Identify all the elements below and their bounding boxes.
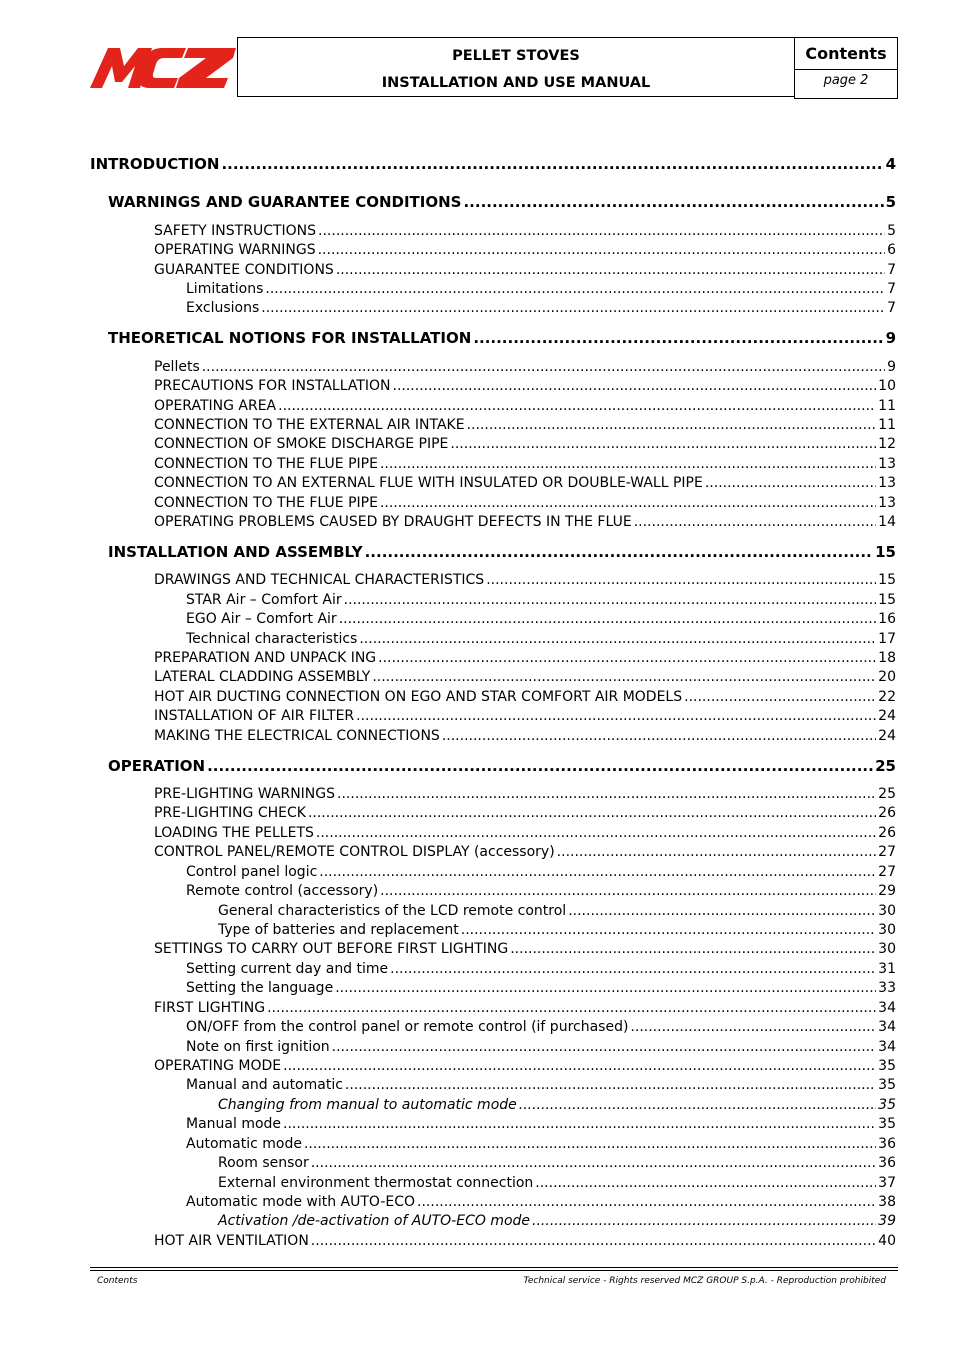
toc-entry-page: 24 [878, 728, 896, 744]
toc-entry[interactable] [154, 242, 896, 258]
toc-entry-page: 5 [885, 193, 896, 211]
toc-entry-label: SETTINGS TO CARRY OUT BEFORE FIRST LIGHTING [154, 941, 509, 957]
toc-entry[interactable] [154, 689, 896, 705]
toc-entry-label: CONNECTION OF SMOKE DISCHARGE PIPE [154, 436, 449, 452]
toc-entry-page: 16 [878, 611, 896, 627]
toc-entry[interactable] [154, 941, 896, 957]
toc-entry-label: STAR Air – Comfort Air [186, 592, 342, 608]
section-title: Contents [795, 38, 897, 70]
toc-entry[interactable] [186, 864, 896, 880]
toc-leader-dots [318, 223, 885, 239]
toc-entry-label: HOT AIR VENTILATION [154, 1233, 309, 1249]
toc-entry-page: 7 [887, 262, 896, 278]
toc-leader-dots [510, 941, 876, 957]
toc-entry-label: Automatic mode [186, 1136, 302, 1152]
toc-entry-page: 7 [887, 281, 896, 297]
toc-entry[interactable] [186, 1116, 896, 1132]
toc-leader-dots [332, 1039, 877, 1055]
toc-entry[interactable] [108, 757, 896, 775]
toc-leader-dots [372, 669, 876, 685]
toc-entry-page: 11 [878, 417, 896, 433]
footer-rule [90, 1267, 898, 1268]
toc-entry-page: 25 [878, 786, 896, 802]
toc-entry-page: 35 [878, 1116, 896, 1132]
toc-entry-page: 13 [878, 495, 896, 511]
toc-leader-dots [316, 825, 876, 841]
toc-leader-dots [473, 329, 883, 347]
toc-entry[interactable] [154, 223, 896, 239]
toc-entry-label: OPERATING AREA [154, 398, 277, 414]
toc-entry-page: 4 [885, 155, 896, 173]
toc-leader-dots [463, 193, 883, 211]
toc-entry[interactable] [154, 495, 896, 511]
toc-entry[interactable] [186, 631, 896, 647]
toc-leader-dots [304, 1136, 876, 1152]
toc-leader-dots [283, 1116, 876, 1132]
toc-entry-page: 15 [878, 592, 896, 608]
toc-entry[interactable] [154, 436, 896, 452]
toc-entry[interactable] [154, 1058, 896, 1074]
toc-entry-label: OPERATING MODE [154, 1058, 282, 1074]
toc-entry-page: 15 [875, 543, 896, 561]
toc-entry[interactable] [186, 1039, 896, 1055]
mcz-logo [90, 44, 236, 90]
toc-entry-label: Control panel logic [186, 864, 318, 880]
toc-entry-label: Manual and automatic [186, 1077, 343, 1093]
toc-entry-page: 30 [878, 922, 896, 938]
toc-entry-label: Setting current day and time [186, 961, 389, 977]
toc-entry[interactable] [218, 1175, 896, 1191]
toc-entry[interactable] [154, 514, 896, 530]
toc-entry-label: THEORETICAL NOTIONS FOR INSTALLATION [108, 329, 472, 347]
toc-leader-dots [486, 572, 876, 588]
toc-entry-page: 33 [878, 980, 896, 996]
toc-entry-page: 34 [878, 1039, 896, 1055]
toc-leader-dots [356, 708, 876, 724]
toc-entry-page: 17 [878, 631, 896, 647]
header-title-box [237, 37, 795, 97]
toc-entry[interactable] [154, 669, 896, 685]
toc-entry-label: Activation /de-activation of AUTO-ECO mode [218, 1213, 531, 1229]
toc-entry-page: 27 [878, 864, 896, 880]
toc-entry[interactable] [154, 1000, 896, 1016]
toc-leader-dots [532, 1213, 876, 1229]
toc-entry-label: OPERATING PROBLEMS CAUSED BY DRAUGHT DEFECTS IN THE FLUE [154, 514, 632, 530]
toc-entry[interactable] [154, 398, 896, 414]
toc-entry[interactable] [218, 922, 896, 938]
toc-entry-label: CONNECTION TO AN EXTERNAL FLUE WITH INSULATED OR DOUBLE-WALL PIPE [154, 475, 703, 491]
toc-entry-page: 36 [878, 1136, 896, 1152]
toc-entry-page: 22 [878, 689, 896, 705]
toc-entry-page: 30 [878, 903, 896, 919]
toc-leader-dots [308, 805, 876, 821]
toc-entry-label: GUARANTEE CONDITIONS [154, 262, 334, 278]
toc-leader-dots [705, 475, 876, 491]
toc-entry[interactable] [186, 883, 896, 899]
toc-entry-page: 14 [878, 514, 896, 530]
toc-entry[interactable] [108, 193, 896, 211]
toc-leader-dots [378, 650, 876, 666]
toc-entry-page: 40 [878, 1233, 896, 1249]
toc-entry[interactable] [186, 611, 896, 627]
toc-entry[interactable] [154, 262, 896, 278]
toc-leader-dots [359, 631, 876, 647]
toc-entry-label: HOT AIR DUCTING CONNECTION ON EGO AND STAR COMFORT AIR MODELS [154, 689, 683, 705]
header-title-line1: PELLET STOVES [452, 48, 580, 64]
toc-entry[interactable] [154, 708, 896, 724]
toc-leader-dots [265, 281, 885, 297]
toc-entry[interactable] [186, 1077, 896, 1093]
toc-entry-label: Type of batteries and replacement [218, 922, 459, 938]
toc-entry-page: 15 [878, 572, 896, 588]
toc-entry-label: Note on first ignition [186, 1039, 330, 1055]
toc-entry[interactable] [154, 1233, 896, 1249]
section-box [794, 37, 898, 99]
toc-entry-label: INTRODUCTION [90, 155, 220, 173]
toc-leader-dots [393, 378, 877, 394]
toc-entry[interactable] [186, 592, 896, 608]
toc-entry[interactable] [218, 1213, 896, 1229]
toc-entry-label: LOADING THE PELLETS [154, 825, 314, 841]
toc-entry-label: Automatic mode with AUTO-ECO [186, 1194, 416, 1210]
toc-entry-page: 20 [878, 669, 896, 685]
toc-entry[interactable] [154, 417, 896, 433]
toc-entry-page: 34 [878, 1000, 896, 1016]
toc-entry[interactable] [154, 359, 896, 375]
toc-leader-dots [344, 592, 877, 608]
toc-entry-label: Setting the language [186, 980, 334, 996]
toc-entry-label: General characteristics of the LCD remote control [218, 903, 567, 919]
toc-entry-page: 24 [878, 708, 896, 724]
toc-entry[interactable] [218, 1155, 896, 1171]
toc-entry[interactable] [218, 1097, 896, 1113]
toc-entry-label: PRE-LIGHTING WARNINGS [154, 786, 336, 802]
toc-leader-dots [339, 611, 876, 627]
toc-entry-label: LATERAL CLADDING ASSEMBLY [154, 669, 371, 685]
toc-leader-dots [202, 359, 885, 375]
toc-leader-dots [630, 1019, 876, 1035]
toc-entry[interactable] [154, 650, 896, 666]
toc-entry-page: 38 [878, 1194, 896, 1210]
toc-entry-label: EGO Air – Comfort Air [186, 611, 337, 627]
toc-entry[interactable] [154, 805, 896, 821]
toc-entry-label: Pellets [154, 359, 200, 375]
toc-entry-page: 36 [878, 1155, 896, 1171]
toc-entry[interactable] [186, 961, 896, 977]
toc-entry-label: OPERATION [108, 757, 206, 775]
toc-entry-label: PREPARATION AND UNPACK ING [154, 650, 377, 666]
header-title-line2: INSTALLATION AND USE MANUAL [381, 75, 651, 91]
toc-entry[interactable] [108, 329, 896, 347]
toc-entry-label: Exclusions [186, 300, 260, 316]
toc-leader-dots [261, 300, 885, 316]
toc-leader-dots [311, 1155, 876, 1171]
toc-entry[interactable] [186, 980, 896, 996]
toc-entry-label: PRECAUTIONS FOR INSTALLATION [154, 378, 391, 394]
toc-entry-label: Changing from manual to automatic mode [218, 1097, 517, 1113]
toc-entry-page: 18 [878, 650, 896, 666]
toc-entry-label: OPERATING WARNINGS [154, 242, 316, 258]
toc-entry-label: CONNECTION TO THE FLUE PIPE [154, 495, 378, 511]
toc-entry[interactable] [186, 1136, 896, 1152]
toc-entry-label: Manual mode [186, 1116, 282, 1132]
toc-entry-page: 9 [887, 359, 896, 375]
toc-entry-label: PRE-LIGHTING CHECK [154, 805, 306, 821]
toc-leader-dots [535, 1175, 876, 1191]
toc-entry-page: 10 [878, 378, 896, 394]
toc-entry[interactable] [108, 543, 896, 561]
toc-leader-dots [519, 1097, 876, 1113]
toc-entry-page: 34 [878, 1019, 896, 1035]
toc-leader-dots [380, 883, 876, 899]
toc-leader-dots [335, 980, 876, 996]
toc-entry-label: MAKING THE ELECTRICAL CONNECTIONS [154, 728, 440, 744]
toc-leader-dots [318, 242, 885, 258]
toc-entry-page: 37 [878, 1175, 896, 1191]
footer-rule [90, 1270, 898, 1271]
toc-entry-page: 26 [878, 805, 896, 821]
toc-entry-label: SAFETY INSTRUCTIONS [154, 223, 317, 239]
toc-entry-label: ON/OFF from the control panel or remote control (if purchased) [186, 1019, 629, 1035]
toc-entry-label: INSTALLATION AND ASSEMBLY [108, 543, 363, 561]
toc-entry-page: 12 [878, 436, 896, 452]
toc-leader-dots [442, 728, 876, 744]
footer-section: Contents [97, 1276, 138, 1286]
toc-entry-page: 13 [878, 456, 896, 472]
toc-entry-label: CONNECTION TO THE EXTERNAL AIR INTAKE [154, 417, 465, 433]
toc-entry[interactable] [186, 300, 896, 316]
toc-entry-label: External environment thermostat connection [218, 1175, 534, 1191]
toc-leader-dots [380, 495, 876, 511]
toc-leader-dots [278, 398, 876, 414]
toc-entry[interactable] [154, 475, 896, 491]
toc-leader-dots [267, 1000, 876, 1016]
toc-entry-label: Limitations [186, 281, 264, 297]
toc-entry-page: 39 [878, 1213, 896, 1229]
toc-entry[interactable] [154, 825, 896, 841]
toc-leader-dots [568, 903, 876, 919]
toc-entry-page: 29 [878, 883, 896, 899]
toc-leader-dots [336, 262, 885, 278]
toc-leader-dots [337, 786, 876, 802]
toc-entry-label: INSTALLATION OF AIR FILTER [154, 708, 355, 724]
toc-entry-page: 31 [878, 961, 896, 977]
toc-entry-label: Technical characteristics [186, 631, 358, 647]
toc-entry-label: DRAWINGS AND TECHNICAL CHARACTERISTICS [154, 572, 485, 588]
toc-entry[interactable] [154, 572, 896, 588]
toc-entry-page: 25 [875, 757, 896, 775]
toc-entry-page: 9 [885, 329, 896, 347]
toc-entry-label: FIRST LIGHTING [154, 1000, 266, 1016]
toc-leader-dots [417, 1194, 876, 1210]
toc-leader-dots [461, 922, 876, 938]
toc-entry-page: 13 [878, 475, 896, 491]
toc-entry-label: CONTROL PANEL/REMOTE CONTROL DISPLAY (accessory) [154, 844, 555, 860]
toc-entry[interactable] [154, 456, 896, 472]
toc-entry[interactable] [186, 1194, 896, 1210]
toc-leader-dots [467, 417, 877, 433]
toc-entry-label: Room sensor [218, 1155, 309, 1171]
toc-leader-dots [365, 543, 874, 561]
toc-leader-dots [557, 844, 877, 860]
toc-entry[interactable] [186, 281, 896, 297]
toc-entry-page: 35 [878, 1097, 896, 1113]
toc-entry-page: 35 [878, 1058, 896, 1074]
toc-entry-page: 5 [887, 223, 896, 239]
toc-entry-label: Remote control (accessory) [186, 883, 379, 899]
toc-entry-page: 11 [878, 398, 896, 414]
toc-entry[interactable] [186, 1019, 896, 1035]
footer-copyright: Technical service - Rights reserved MCZ GROUP S.p.A. - Reproduction prohibited [523, 1276, 886, 1286]
toc-entry-page: 27 [878, 844, 896, 860]
toc-leader-dots [634, 514, 876, 530]
toc-leader-dots [450, 436, 876, 452]
toc-entry[interactable] [218, 903, 896, 919]
toc-leader-dots [283, 1058, 876, 1074]
toc-entry-page: 30 [878, 941, 896, 957]
toc-entry[interactable] [154, 378, 896, 394]
toc-leader-dots [221, 155, 883, 173]
toc-entry-page: 26 [878, 825, 896, 841]
toc-entry[interactable] [90, 155, 896, 173]
toc-entry-page: 7 [887, 300, 896, 316]
toc-entry-page: 6 [887, 242, 896, 258]
toc-leader-dots [311, 1233, 876, 1249]
toc-entry[interactable] [154, 786, 896, 802]
toc-entry[interactable] [154, 844, 896, 860]
toc-entry[interactable] [154, 728, 896, 744]
toc-leader-dots [684, 689, 876, 705]
toc-leader-dots [207, 757, 873, 775]
toc-entry-label: CONNECTION TO THE FLUE PIPE [154, 456, 378, 472]
toc-entry-page: 35 [878, 1077, 896, 1093]
toc-leader-dots [345, 1077, 876, 1093]
toc-leader-dots [390, 961, 876, 977]
toc-leader-dots [319, 864, 876, 880]
toc-leader-dots [380, 456, 876, 472]
toc-entry-label: WARNINGS AND GUARANTEE CONDITIONS [108, 193, 462, 211]
page-number: page 2 [823, 73, 869, 88]
